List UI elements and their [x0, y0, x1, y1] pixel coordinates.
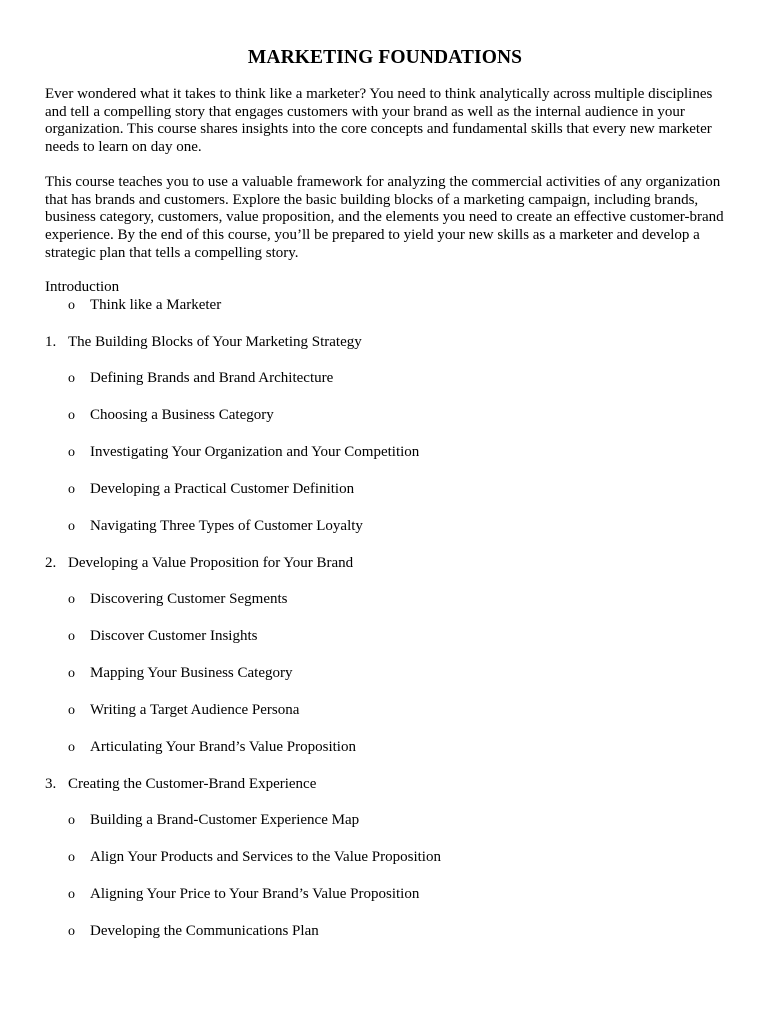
list-item	[45, 739, 725, 757]
module-heading-3	[45, 776, 725, 794]
list-item-label: Navigating Three Types of Customer Loyalty	[90, 518, 363, 534]
bullet-marker: o	[68, 629, 75, 645]
list-item	[45, 849, 725, 867]
bullet-marker: o	[68, 298, 75, 314]
list-item-label: Developing the Communications Plan	[90, 923, 319, 940]
bullet-marker: o	[68, 887, 75, 903]
list-item-label: Articulating Your Brand’s Value Proposition	[90, 738, 356, 755]
list-item	[45, 444, 725, 462]
module-heading-2	[45, 555, 725, 573]
list-item-label: Developing a Practical Customer Definition	[90, 481, 355, 498]
intro-paragraph-2: This course teaches you to use a valuable framework for analyzing the commercial activities of any organization that has brands and customers. Explore the basic building blocks of a marketing campaign, including brands, business category, customers, value proposition, and the elements you need to create an effective customer-brand experience. By the end of this course, you’ll be prepared to yield your new skills as a marketer and develop a strategic plan that tells a compelling story.	[45, 173, 724, 261]
module-title: The Building Blocks of Your Marketing Strategy	[68, 333, 362, 350]
list-item-label: Think like a Marketer	[90, 297, 222, 314]
document-page	[45, 44, 725, 960]
module-heading-1	[45, 334, 725, 352]
list-item	[45, 370, 725, 388]
list-item	[45, 628, 725, 646]
module-number: 1.	[45, 333, 57, 350]
module-title: Creating the Customer-Brand Experience	[68, 775, 317, 792]
bullet-marker: o	[68, 482, 75, 498]
list-item-label: Investigating Your Organization and Your Competition	[90, 444, 420, 461]
list-item-label: Discovering Customer Segments	[90, 591, 288, 608]
module-title: Developing a Value Proposition for Your Brand	[68, 554, 354, 571]
module-number: 2.	[45, 554, 57, 571]
list-item	[45, 591, 725, 609]
module-2-list	[45, 591, 725, 756]
bullet-marker: o	[68, 519, 75, 534]
module-1-list	[45, 370, 725, 535]
list-item	[45, 481, 725, 499]
module-number: 3.	[45, 775, 57, 792]
intro-paragraph-1: Ever wondered what it takes to think like a marketer? You need to think analytically across multiple disciplines and tell a compelling story that engages customers with your brand as well as the internal audience in your organization. This course shares insights into the core concepts and fundamental skills that every new marketer needs to learn on day one.	[45, 86, 713, 156]
bullet-marker: o	[68, 592, 75, 608]
list-item	[45, 665, 725, 683]
list-item	[45, 923, 725, 941]
bullet-marker: o	[68, 666, 75, 682]
list-item-label: Align Your Products and Services to the Value Proposition	[90, 849, 441, 866]
list-item-label: Defining Brands and Brand Architecture	[90, 370, 334, 387]
bullet-marker: o	[68, 445, 75, 461]
list-item	[45, 297, 725, 315]
list-item-label: Discover Customer Insights	[90, 628, 258, 645]
bullet-marker: o	[68, 813, 75, 829]
list-item-label: Mapping Your Business Category	[90, 665, 293, 682]
list-item	[45, 886, 725, 904]
bullet-marker: o	[68, 408, 75, 424]
list-item	[45, 518, 725, 536]
introduction-list	[45, 297, 725, 315]
list-item-label: Writing a Target Audience Persona	[90, 702, 300, 719]
list-item	[45, 407, 725, 425]
module-3-list	[45, 812, 725, 940]
bullet-marker: o	[68, 739, 75, 755]
list-item-label: Choosing a Business Category	[90, 407, 274, 424]
list-item	[45, 702, 725, 720]
bullet-marker: o	[68, 850, 75, 866]
bullet-marker: o	[68, 703, 75, 719]
document-title: MARKETING FOUNDATIONS	[247, 47, 523, 68]
bullet-marker: o	[68, 371, 75, 387]
list-item-label: Building a Brand-Customer Experience Map	[90, 812, 360, 829]
bullet-marker: o	[68, 924, 75, 940]
list-item	[45, 812, 725, 830]
introduction-heading: Introduction	[45, 279, 120, 296]
list-item-label: Aligning Your Price to Your Brand’s Value Proposition	[90, 886, 420, 903]
